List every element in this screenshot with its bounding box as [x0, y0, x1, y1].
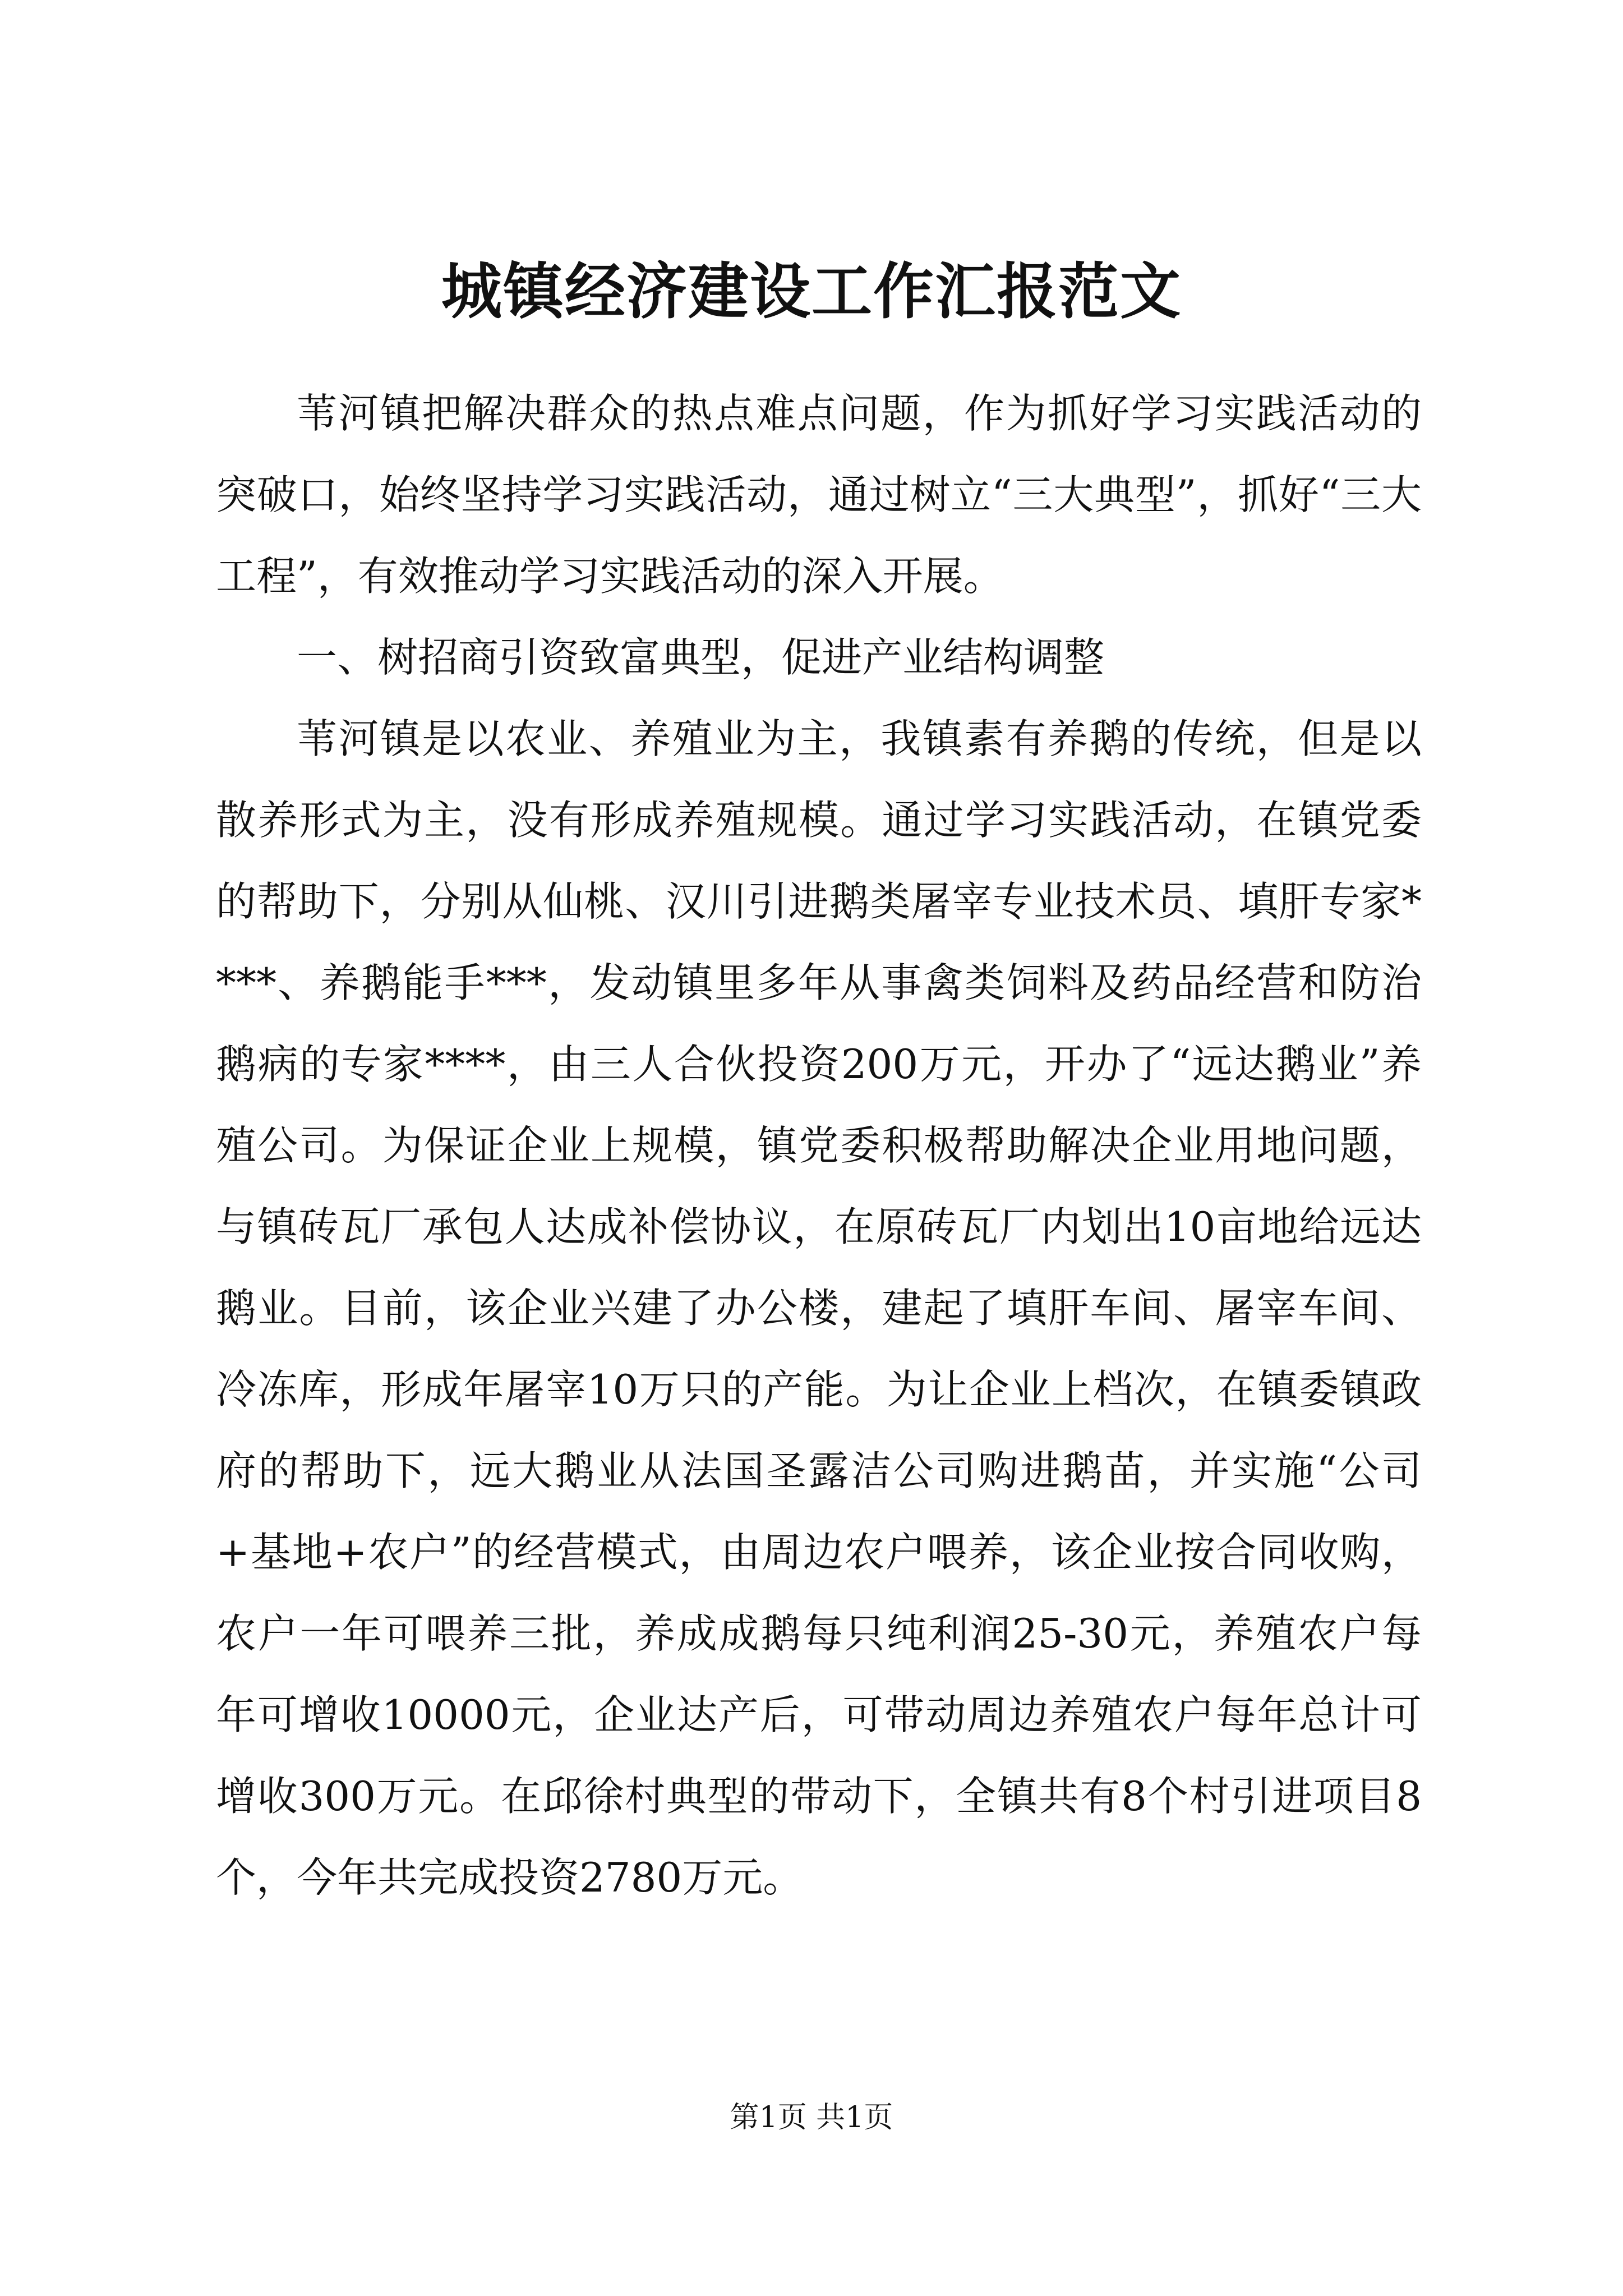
body-paragraph: 苇河镇是以农业、养殖业为主，我镇素有养鹅的传统，但是以散养形式为主，没有形成养殖规模。通过学习实践活动，在镇党委的帮助下，分别从仙桃、汉川引进鹅类屠宰专业技术员、填肝专家****、养鹅能手***，发动镇里多年从事禽类饲料及药品经营和防治鹅病的专家****，由三人合伙投资200万元，开办了“远达鹅业”养殖公司。为保证企业上规模，镇党委积极帮助解决企业用地问题，与镇砖瓦厂承包人达成补偿协议，在原砖瓦厂内划出10亩地给远达鹅业。目前，该企业兴建了办公楼，建起了填肝车间、屠宰车间、冷冻库，形成年屠宰10万只的产能。为让企业上档次，在镇委镇政府的帮助下，远大鹅业从法国圣露洁公司购进鹅苗，并实施“公司+基地+农户”的经营模式，由周边农户喂养，该企业按合同收购，农户一年可喂养三批，养成成鹅每只纯利润25-30元，养殖农户每年可增收10000元，企业达产后，可带动周边养殖农户每年总计可增收300万元。在邱徐村典型的带动下，全镇共有8个村引进项目8个，今年共完成投资2780万元。 [216, 715, 1422, 1901]
document-body [216, 373, 1422, 1918]
document-title: 城镇经济建设工作汇报范文 [441, 256, 1182, 327]
page-footer: 第1页 共1页 [730, 2101, 893, 2134]
body-paragraph: 苇河镇把解决群众的热点难点问题，作为抓好学习实践活动的突破口，始终坚持学习实践活动，通过树立“三大典型”，抓好“三大工程”，有效推动学习实践活动的深入开展。 [216, 390, 1422, 600]
section-heading: 一、树招商引资致富典型，促进产业结构调整 [297, 634, 1105, 681]
